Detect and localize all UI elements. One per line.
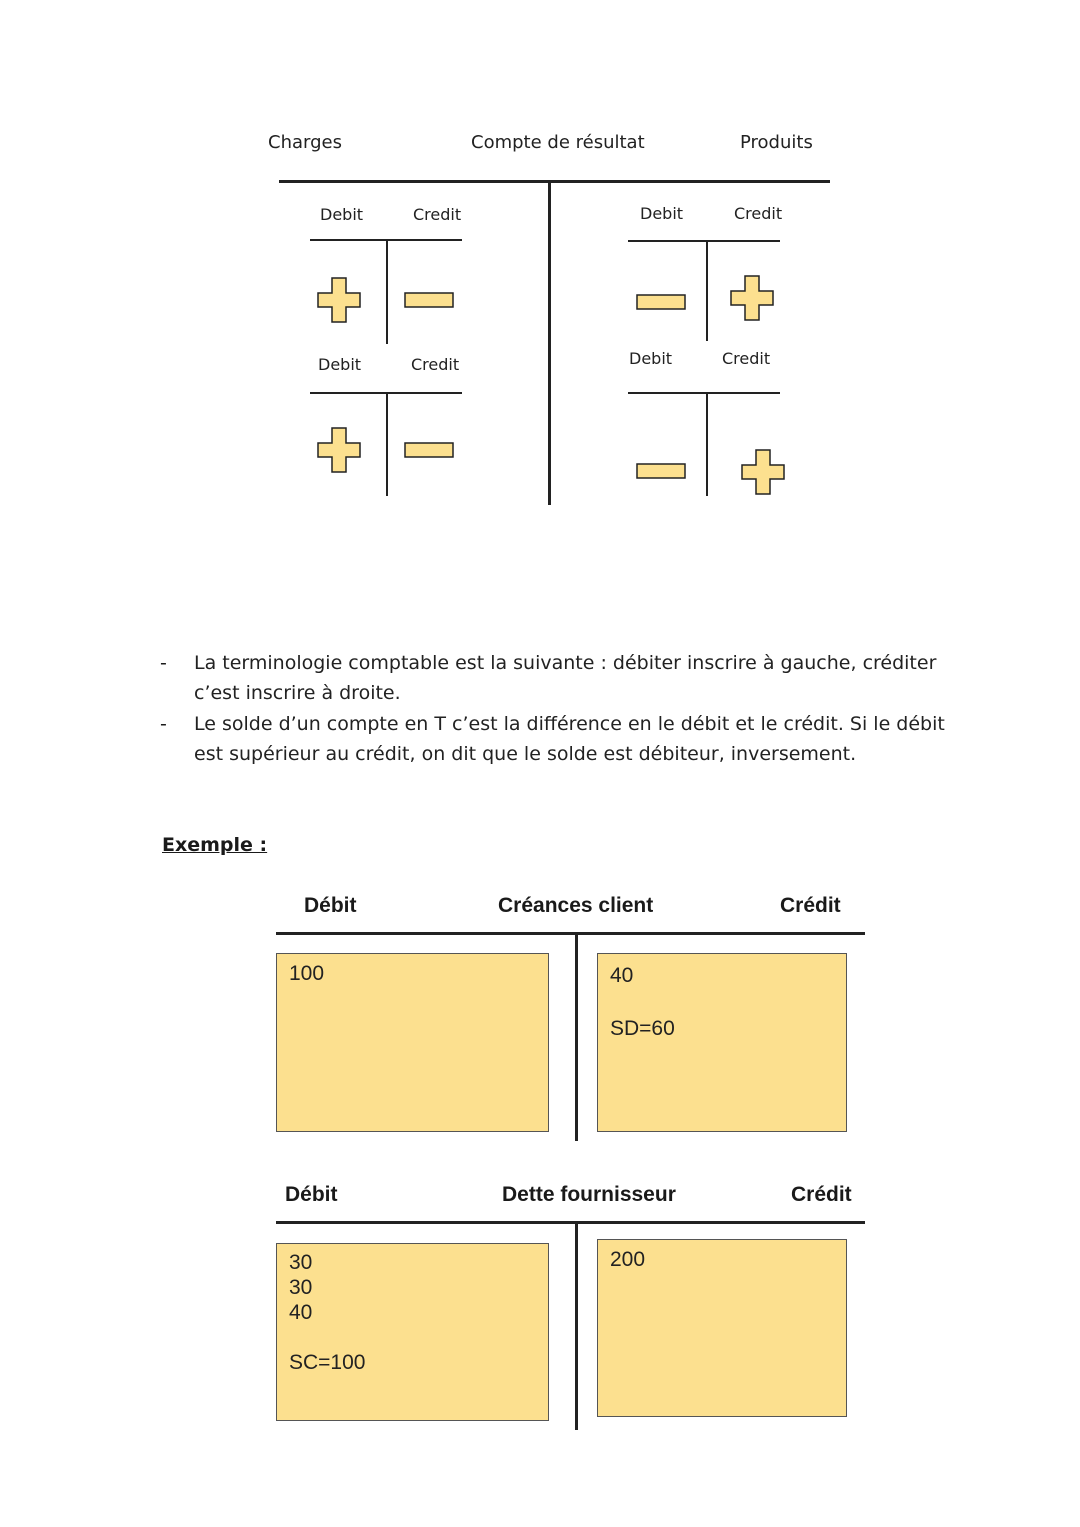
minus-icon xyxy=(404,292,454,308)
produits-2-debit-label: Debit xyxy=(629,349,673,368)
bullet-text-solde: Le solde d’un compte en T c’est la différence en le débit et le crédit. Si le débit est supérieur au crédit, on dit que le solde est débiteur, inversement. xyxy=(194,713,945,765)
produits-2-t-vertical xyxy=(706,393,708,496)
credit-entry: 200 xyxy=(610,1248,646,1271)
minus-icon xyxy=(636,294,686,310)
bullet-text-terminologie: La terminologie comptable est la suivante : débiter inscrire à gauche, créditer c’est inscrire à droite. xyxy=(194,652,937,704)
debit-entry: 30 xyxy=(289,1276,313,1299)
bullet-marker: - xyxy=(160,713,167,735)
credit-entry: 40 xyxy=(610,964,634,987)
t-vertical xyxy=(575,934,578,1141)
charges-1-debit-label: Debit xyxy=(320,205,364,224)
produits-2-credit-label: Credit xyxy=(722,349,771,368)
produits-1-t-vertical xyxy=(706,241,708,341)
t-vertical xyxy=(575,1223,578,1430)
main-t-horizontal xyxy=(279,180,830,183)
debit-entry: 40 xyxy=(289,1301,313,1324)
charges-1-credit-label: Credit xyxy=(413,205,462,224)
main-t-vertical xyxy=(548,181,551,505)
charges-title: Charges xyxy=(268,132,342,153)
credit-header: Crédit xyxy=(791,1183,852,1206)
plus-icon xyxy=(730,275,774,321)
t-horizontal xyxy=(276,1221,865,1224)
example-heading: Exemple : xyxy=(162,834,268,856)
compte-resultat-title: Compte de résultat xyxy=(471,132,645,153)
charges-2-credit-label: Credit xyxy=(411,355,460,374)
credit-header: Crédit xyxy=(780,894,841,917)
credit-box xyxy=(597,953,847,1132)
account-title: Dette fournisseur xyxy=(502,1183,676,1206)
debit-box xyxy=(276,953,549,1132)
plus-icon xyxy=(317,277,361,323)
produits-1-t-horizontal xyxy=(628,240,780,242)
produits-2-t-horizontal xyxy=(628,392,780,394)
bullet-marker: - xyxy=(160,652,167,674)
plus-icon xyxy=(317,427,361,473)
debit-entry: 100 xyxy=(289,962,325,985)
credit-box xyxy=(597,1239,847,1417)
t-horizontal xyxy=(276,932,865,935)
debit-balance: SC=100 xyxy=(289,1351,366,1374)
charges-1-t-vertical xyxy=(386,240,388,344)
debit-header: Débit xyxy=(285,1183,338,1206)
debit-header: Débit xyxy=(304,894,357,917)
minus-icon xyxy=(404,442,454,458)
account-title: Créances client xyxy=(498,894,654,917)
debit-box xyxy=(276,1243,549,1421)
produits-1-debit-label: Debit xyxy=(640,204,684,223)
produits-1-credit-label: Credit xyxy=(734,204,783,223)
credit-balance: SD=60 xyxy=(610,1017,675,1040)
charges-2-t-vertical xyxy=(386,393,388,496)
debit-entry: 30 xyxy=(289,1251,313,1274)
produits-title: Produits xyxy=(740,132,813,153)
charges-2-debit-label: Debit xyxy=(318,355,362,374)
minus-icon xyxy=(636,463,686,479)
plus-icon xyxy=(741,449,785,495)
